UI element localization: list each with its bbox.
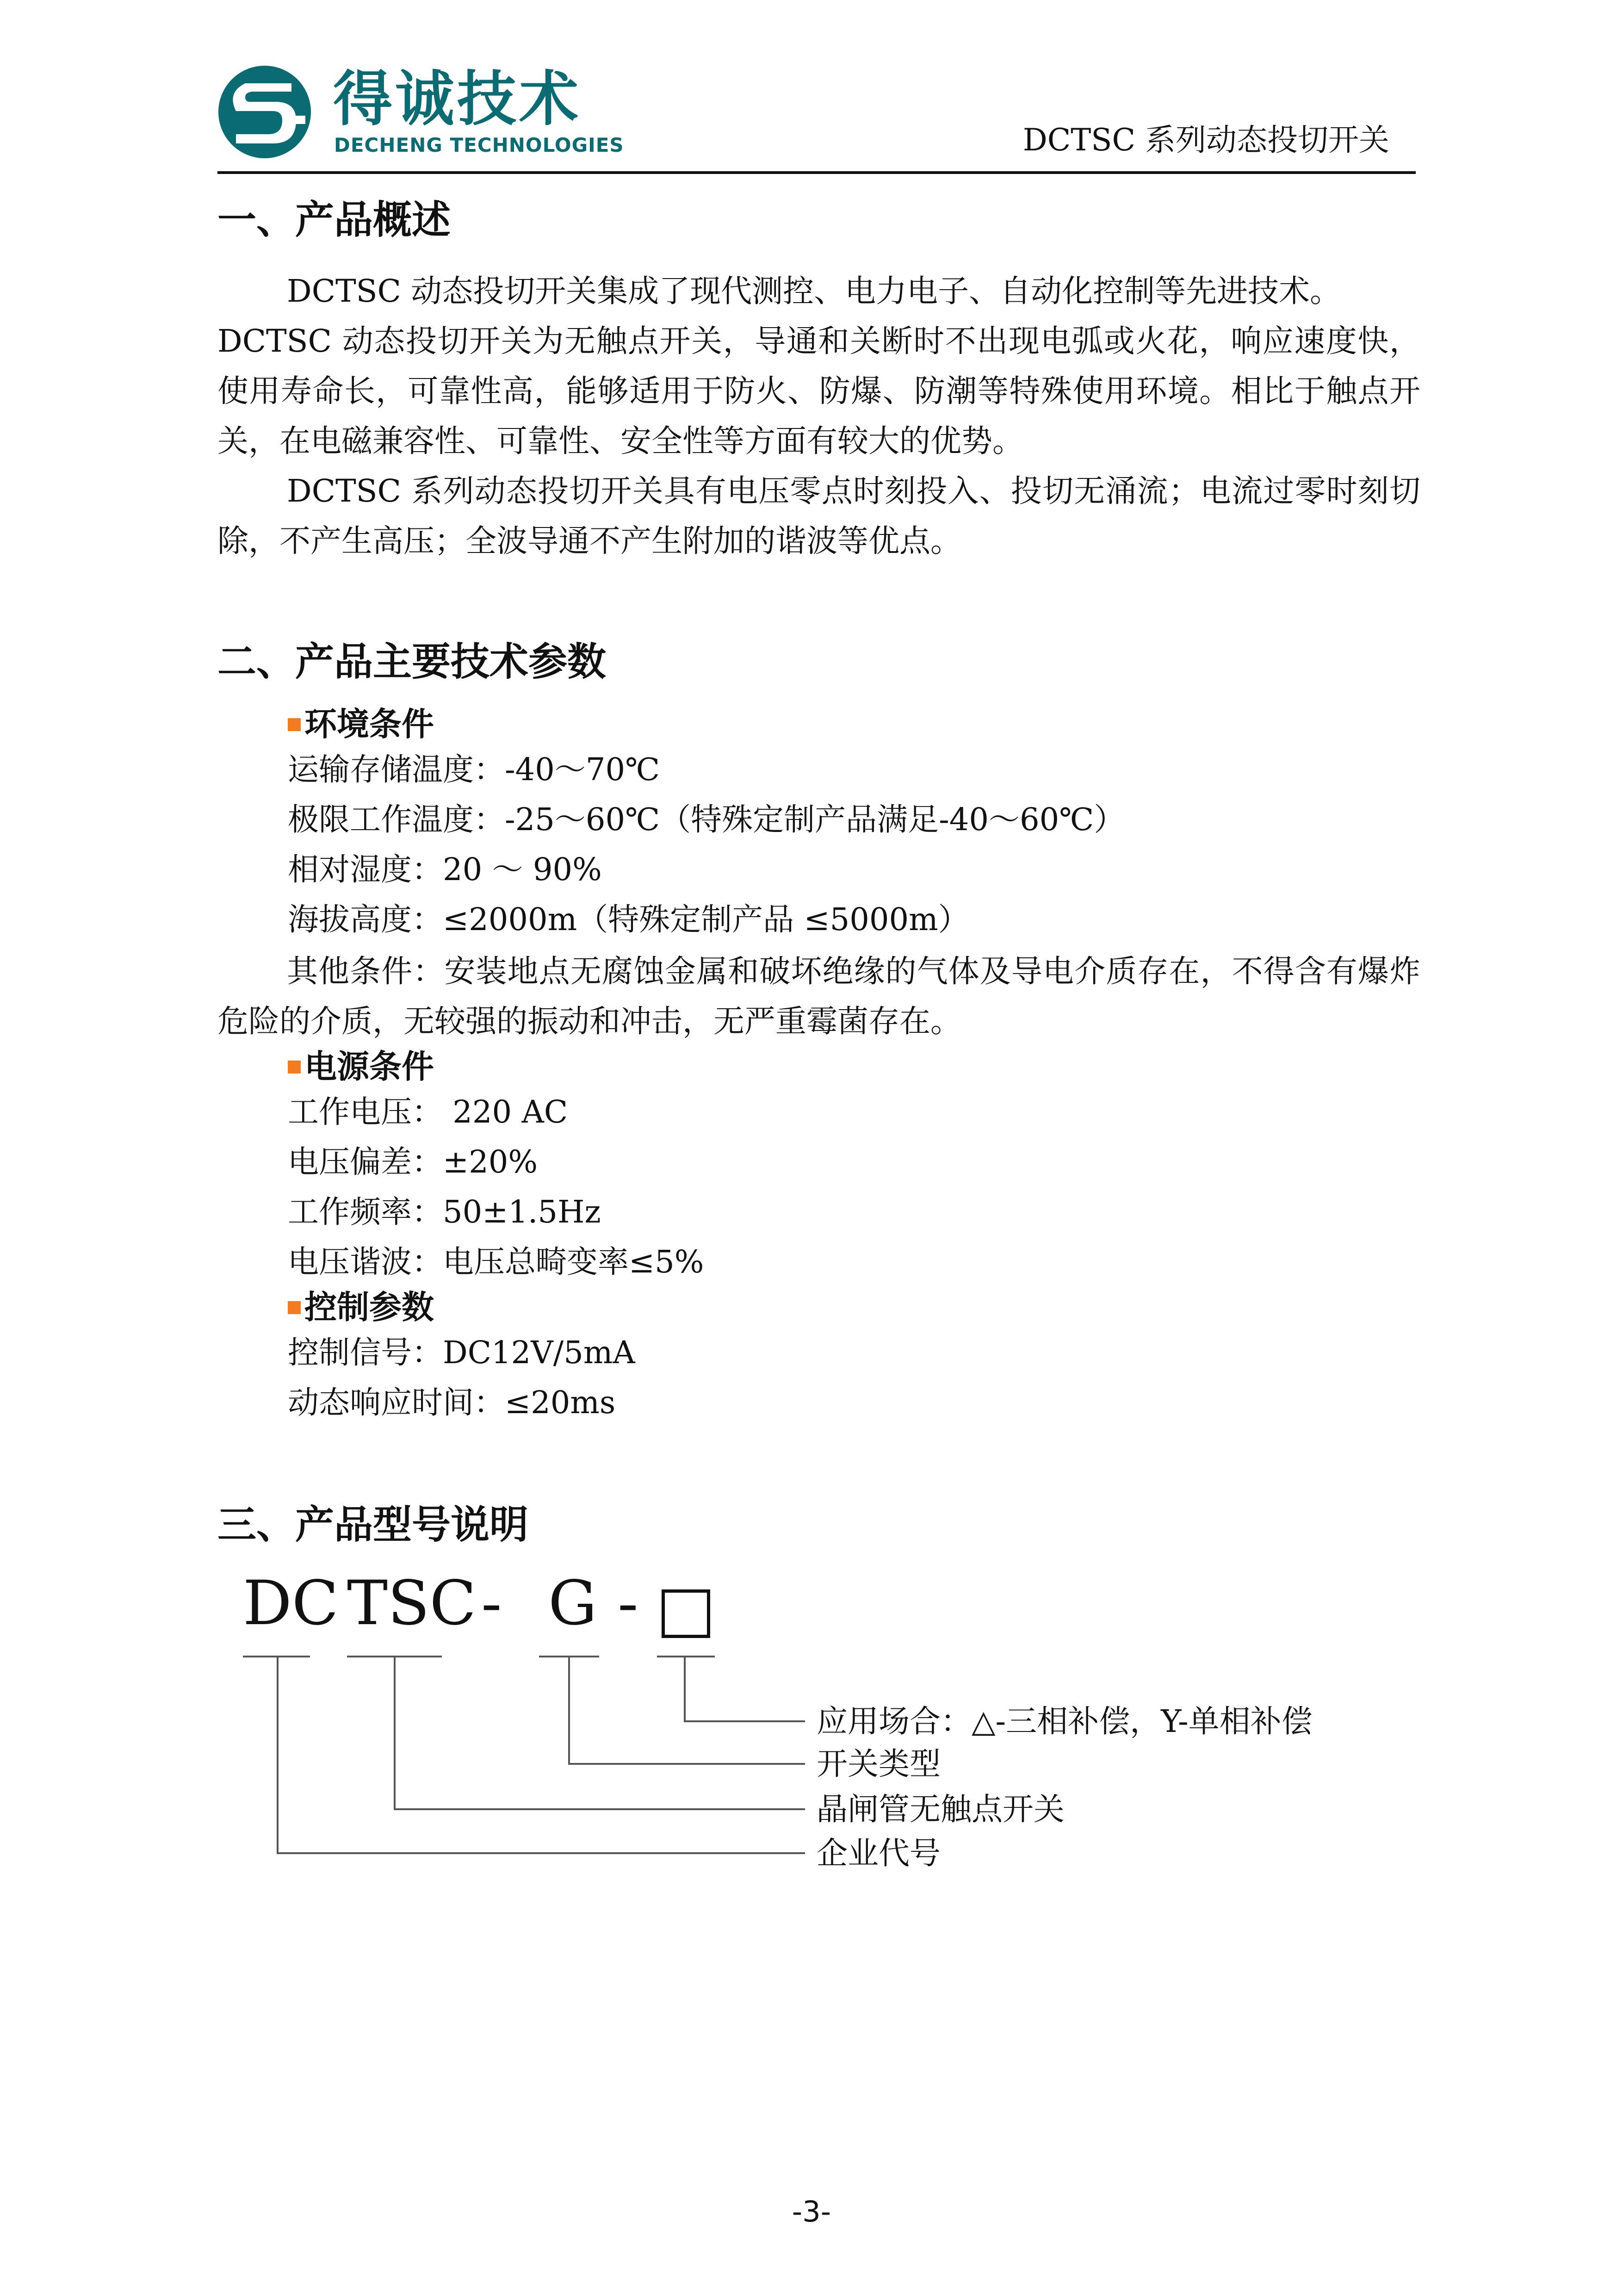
header-divider	[217, 171, 1416, 174]
orange-square-bullet-icon	[288, 718, 301, 731]
section1-para1-rest: DCTSC 动态投切开关为无触点开关，导通和关断时不出现电弧或火花，响应速度快，使用寿命长，可靠性高，能够适用于防火、防爆、防潮等特殊使用环境。相比于触点开关，在电磁兼容性、可靠性、安全性等方面有较大的优势。	[217, 323, 1420, 459]
voltage-harmonic: 电压谐波：电压总畸变率≤5%	[288, 1244, 704, 1280]
section1-heading: 一、产品概述	[217, 197, 451, 242]
other-conditions: 其他条件：安装地点无腐蚀金属和破坏绝缘的气体及导电介质存在，不得含有爆炸危险的介质，无较强的振动和冲击，无严重霉菌存在。	[217, 953, 1420, 1039]
response-time: 动态响应时间：≤20ms	[288, 1384, 616, 1421]
voltage-deviation: 电压偏差：±20%	[288, 1144, 538, 1180]
page-number: -3-	[792, 2195, 831, 2228]
orange-square-bullet-icon	[288, 1301, 301, 1314]
working-frequency: 工作频率：50±1.5Hz	[288, 1194, 601, 1230]
working-voltage: 工作电压： 220 AC	[288, 1094, 568, 1130]
model-part-switch: G	[548, 1568, 597, 1639]
logo-mark-icon	[217, 65, 312, 160]
model-part-company: DC	[243, 1568, 339, 1639]
model-dash-2: -	[618, 1568, 638, 1639]
section3-heading: 三、产品型号说明	[217, 1502, 529, 1547]
model-placeholder-box	[662, 1589, 710, 1638]
control-params-label: 控制参数	[304, 1288, 434, 1326]
document-title: DCTSC 系列动态投切开关	[1022, 122, 1389, 158]
company-logo	[217, 65, 625, 162]
power-conditions-title	[288, 1043, 434, 1090]
storage-temp: 运输存储温度：-40～70℃	[288, 751, 660, 788]
section2-heading: 二、产品主要技术参数	[217, 639, 607, 684]
section1-para2: DCTSC 系列动态投切开关具有电压零点时刻投入、投切无涌流；电流过零时刻切除，不产生高压；全波导通不产生附加的谐波等优点。	[217, 473, 1420, 559]
model-part-type: TSC	[347, 1568, 477, 1639]
limit-temp: 极限工作温度：-25～60℃（特殊定制产品满足-40～60℃）	[288, 801, 1125, 838]
env-conditions-label: 环境条件	[304, 705, 434, 743]
model-dash-1: -	[481, 1568, 502, 1639]
power-conditions-label: 电源条件	[304, 1048, 434, 1086]
control-signal: 控制信号：DC12V/5mA	[288, 1334, 635, 1371]
legend-company: 企业代号	[817, 1835, 941, 1871]
section1-body	[217, 266, 1420, 566]
legend-switch-type: 开关类型	[817, 1746, 941, 1782]
logo-chinese-name: 得诚技术	[333, 65, 582, 134]
env-conditions-title	[288, 701, 434, 747]
altitude: 海拔高度：≤2000m（特殊定制产品 ≤5000m）	[288, 901, 969, 937]
control-params-title	[288, 1284, 434, 1330]
legend-thyristor: 晶闸管无触点开关	[817, 1791, 1065, 1827]
section1-para1-line1: DCTSC 动态投切开关集成了现代测控、电力电子、自动化控制等先进技术。	[287, 273, 1341, 309]
logo-english-name: DECHENG TECHNOLOGIES	[334, 134, 624, 156]
orange-square-bullet-icon	[288, 1061, 301, 1074]
legend-application: 应用场合：△-三相补偿，Y-单相补偿	[817, 1703, 1313, 1739]
humidity: 相对湿度：20 ～ 90%	[288, 851, 602, 887]
